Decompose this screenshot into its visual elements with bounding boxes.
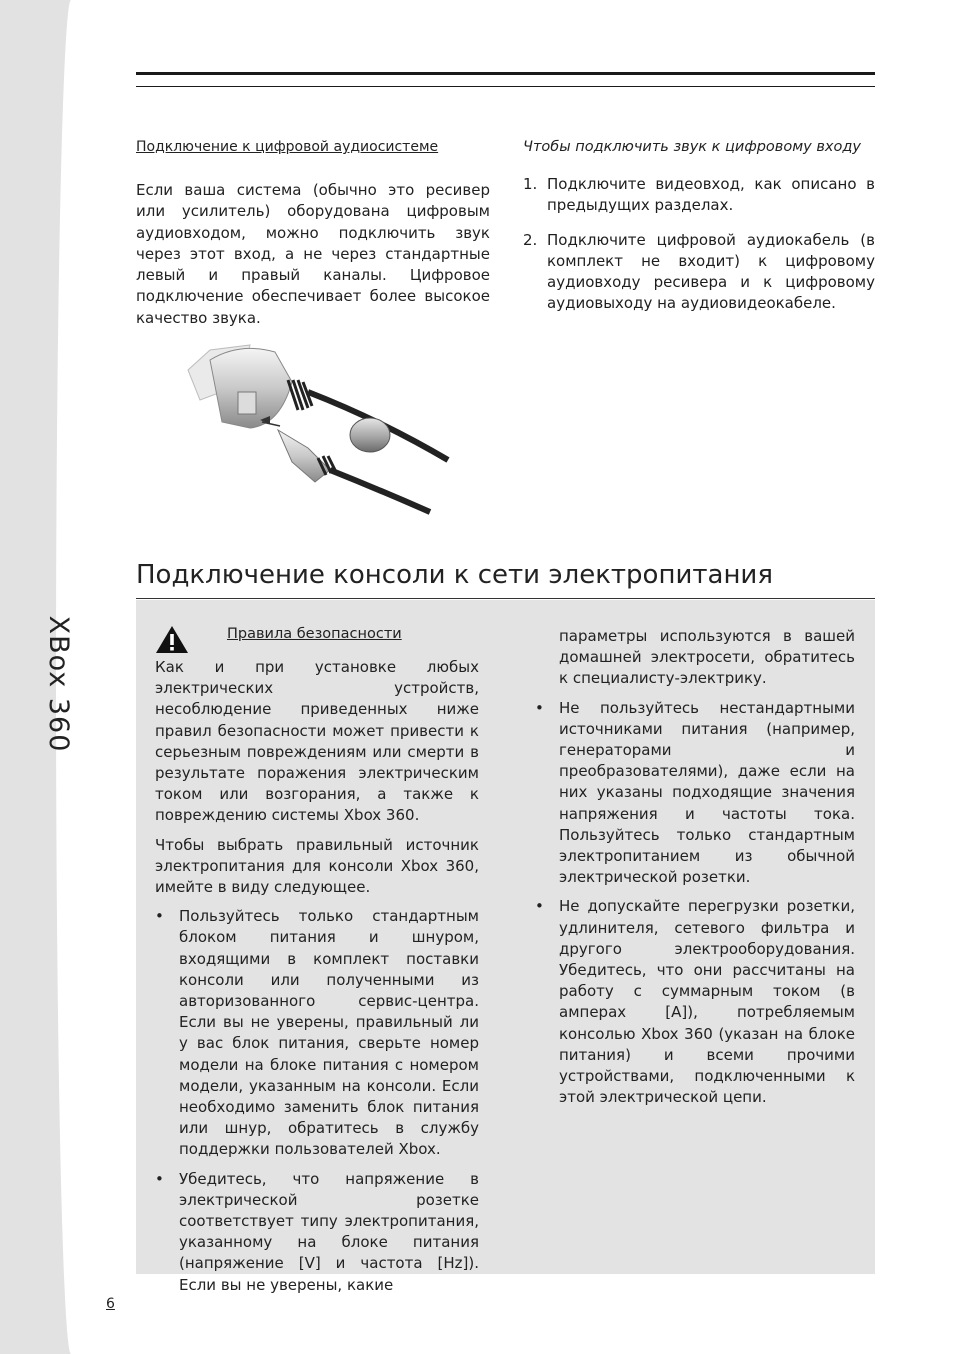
left-paragraph: Если ваша система (обычно это ресивер или усилитель) оборудована цифровым аудиовходом, можно подключить звук через этот вход, а не через стандартные левый и правый каналы. Цифровое подключение обеспечивает более высокое качество звука. <box>136 181 490 327</box>
digital-audio-cable-illustration <box>180 330 460 515</box>
header-rule-thin <box>136 86 875 87</box>
step-item: 2. Подключите цифровой аудиокабель (в комплект не входит) к цифровому аудиовходу ресивера и к цифровому аудиовыходу на аудиовидеокабеле. <box>523 230 875 313</box>
safety-bullets-right <box>535 698 855 1109</box>
right-heading: Чтобы подключить звук к цифровому входу <box>523 139 861 155</box>
safety-intro: Как и при установке любых электрических устройств, несоблюдение приведенных ниже правил безопасности может привести к серьезным повреждениям или смерти в результате поражения электрическим током или возгорания, а также к повреждению системы Xbox 360. <box>155 658 479 825</box>
safety-choose: Чтобы выбрать правильный источник электропитания для консоли Xbox 360, имейте в виду следующее. <box>155 835 479 897</box>
safety-heading: Правила безопасности <box>227 626 402 642</box>
safety-column-left <box>155 657 479 1304</box>
safety-bullet-continuation: параметры используются в вашей домашней электросети, обратитесь к специалисту-электрику. <box>559 627 855 688</box>
side-title: XBox 360 <box>43 615 74 753</box>
left-heading: Подключение к цифровой аудиосистеме <box>136 139 439 155</box>
step-item: 1. Подключите видеовход, как описано в предыдущих разделах. <box>523 175 875 215</box>
safety-bullet: • Пользуйтесь только стандартным блоком питания и шнуром, входящими в комплект поставки консоли или полученными из авторизованного сервис-центра. Если вы не уверены, правильный ли у вас блок питания, сверьте номер модели на блоке питания с номером модели, указанным на консоли. Если необходимо заменить блок питания или шнур, обратитесь в службу поддержки пользователей Xbox. <box>155 907 479 1159</box>
safety-column-right <box>535 626 855 1116</box>
safety-bullet: • Не допускайте перегрузки розетки, удлинителя, сетевого фильтра и другого электрооборудования. Убедитесь, что они рассчитаны на работу с суммарным током (в амперах [A]), потребляемым консолью Xbox 360 (указан на блоке питания) и всеми прочими устройствами, подключенными к этой электрической цепи. <box>535 897 855 1107</box>
warning-icon <box>155 624 189 654</box>
header-rule-thick <box>136 72 875 75</box>
safety-bullets-left <box>155 906 479 1296</box>
safety-bullet: • Не пользуйтесь нестандартными источниками питания (например, генераторами и преобразователями), даже если на них указаны подходящие значения напряжения и частоты тока. Пользуйтесь только стандартным электропитанием из обычной электрической розетки. <box>535 698 855 887</box>
steps-list <box>523 174 875 328</box>
section-title: Подключение консоли к сети электропитания <box>136 560 773 590</box>
safety-bullet: • Убедитесь, что напряжение в электрической розетке соответствует типу электропитания, указанному на блоке питания (напряжение [V] и частота [Hz]). Если вы не уверены, какие <box>155 1169 479 1294</box>
page-number: 6 <box>106 1296 115 1312</box>
section-rule <box>136 598 875 599</box>
